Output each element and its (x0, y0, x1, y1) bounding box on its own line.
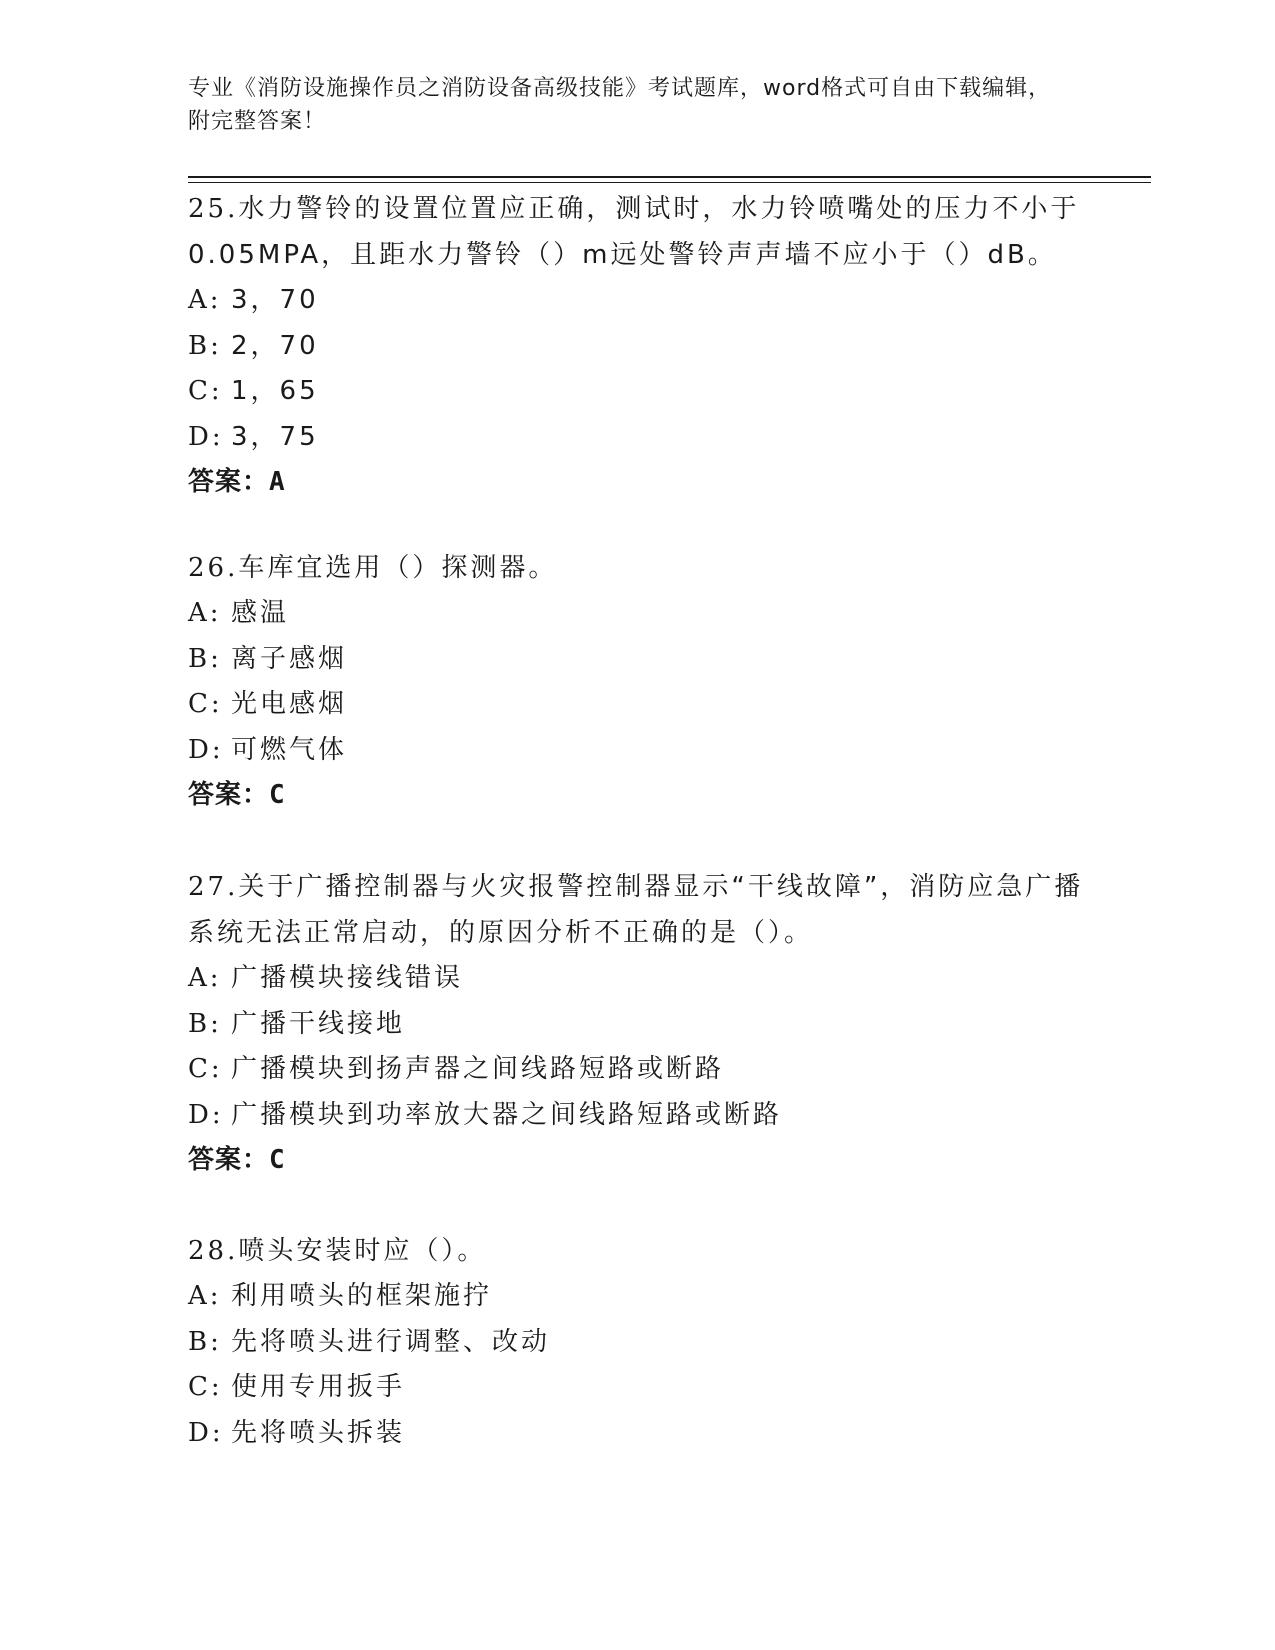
answer-label: 答案： (188, 1145, 270, 1175)
option-text: 3，75 (231, 421, 319, 452)
question-number: 27. (188, 872, 239, 902)
option-text: 广播干线接地 (231, 1008, 406, 1039)
option-key: B: (188, 330, 222, 361)
document-header: 专业《消防设施操作员之消防设备高级技能》考试题库，word格式可自由下载编辑，附完整答案！ (188, 76, 1052, 134)
answer-value: C (269, 780, 286, 810)
answer-label: 答案： (188, 467, 270, 497)
question-body: 水力警铃的设置位置应正确，测试时，水力铃喷嘴处的压力不小于0.05MPA，且距水力警铃（）m远处警铃声声墙不应小于（）dB。 (188, 194, 1080, 270)
question-number: 28. (188, 1236, 239, 1266)
option-key: D: (188, 1417, 224, 1448)
option-b (188, 1002, 1088, 1048)
option-text: 可燃气体 (231, 734, 348, 765)
question-27 (188, 864, 1088, 1183)
question-28 (188, 1228, 1088, 1456)
option-text: 2，70 (231, 330, 319, 361)
option-key: A: (188, 963, 222, 993)
option-key: A: (188, 1281, 222, 1311)
option-c (188, 1047, 1088, 1093)
question-text (188, 545, 1088, 591)
option-d (188, 1411, 1088, 1457)
option-a (188, 956, 1088, 1002)
option-b (188, 324, 1088, 370)
option-text: 离子感烟 (231, 643, 348, 674)
answer-value: A (269, 467, 286, 497)
option-c (188, 682, 1088, 728)
answer-value: C (269, 1145, 286, 1175)
question-25 (188, 186, 1088, 505)
question-body: 喷头安装时应（）。 (238, 1236, 487, 1266)
option-key: B: (188, 1326, 222, 1357)
option-c (188, 369, 1088, 415)
option-text: 1，65 (231, 376, 319, 406)
answer-line (188, 773, 1088, 818)
option-b (188, 637, 1088, 683)
answer-line (188, 460, 1088, 505)
question-26 (188, 545, 1088, 818)
option-text: 先将喷头拆装 (231, 1417, 406, 1448)
question-text (188, 864, 1088, 956)
answer-label: 答案： (188, 780, 270, 810)
option-d (188, 728, 1088, 774)
option-key: C: (188, 376, 223, 406)
question-text (188, 1228, 1088, 1274)
option-key: C: (188, 1054, 223, 1084)
option-text: 3，70 (231, 285, 319, 315)
option-d (188, 415, 1088, 461)
option-key: C: (188, 1372, 223, 1402)
option-b (188, 1320, 1088, 1366)
option-text: 先将喷头进行调整、改动 (231, 1326, 551, 1357)
option-d (188, 1093, 1088, 1139)
option-text: 广播模块接线错误 (231, 963, 464, 993)
option-a (188, 591, 1088, 637)
option-key: C: (188, 689, 223, 719)
option-text: 光电感烟 (231, 689, 348, 719)
option-a (188, 1274, 1088, 1320)
question-number: 26. (188, 553, 239, 583)
option-text: 利用喷头的框架施拧 (231, 1281, 493, 1311)
option-key: D: (188, 1099, 224, 1130)
option-text: 广播模块到功率放大器之间线路短路或断路 (231, 1099, 783, 1130)
question-body: 关于广播控制器与火灾报警控制器显示“干线故障”，消防应急广播系统无法正常启动，的原因分析不正确的是（）。 (188, 872, 1084, 948)
option-key: D: (188, 421, 224, 452)
option-key: A: (188, 598, 222, 628)
header-divider-thin (188, 182, 1151, 183)
option-key: B: (188, 643, 222, 674)
option-c (188, 1365, 1088, 1411)
question-text (188, 186, 1088, 278)
header-divider-thick (188, 176, 1151, 178)
option-text: 感温 (231, 598, 290, 628)
option-key: A: (188, 285, 222, 315)
option-key: D: (188, 734, 224, 765)
option-text: 使用专用扳手 (231, 1372, 406, 1402)
question-number: 25. (188, 194, 239, 224)
option-key: B: (188, 1008, 222, 1039)
answer-line (188, 1138, 1088, 1183)
option-text: 广播模块到扬声器之间线路短路或断路 (231, 1054, 725, 1084)
option-a (188, 278, 1088, 324)
question-body: 车库宜选用（）探测器。 (238, 553, 558, 583)
